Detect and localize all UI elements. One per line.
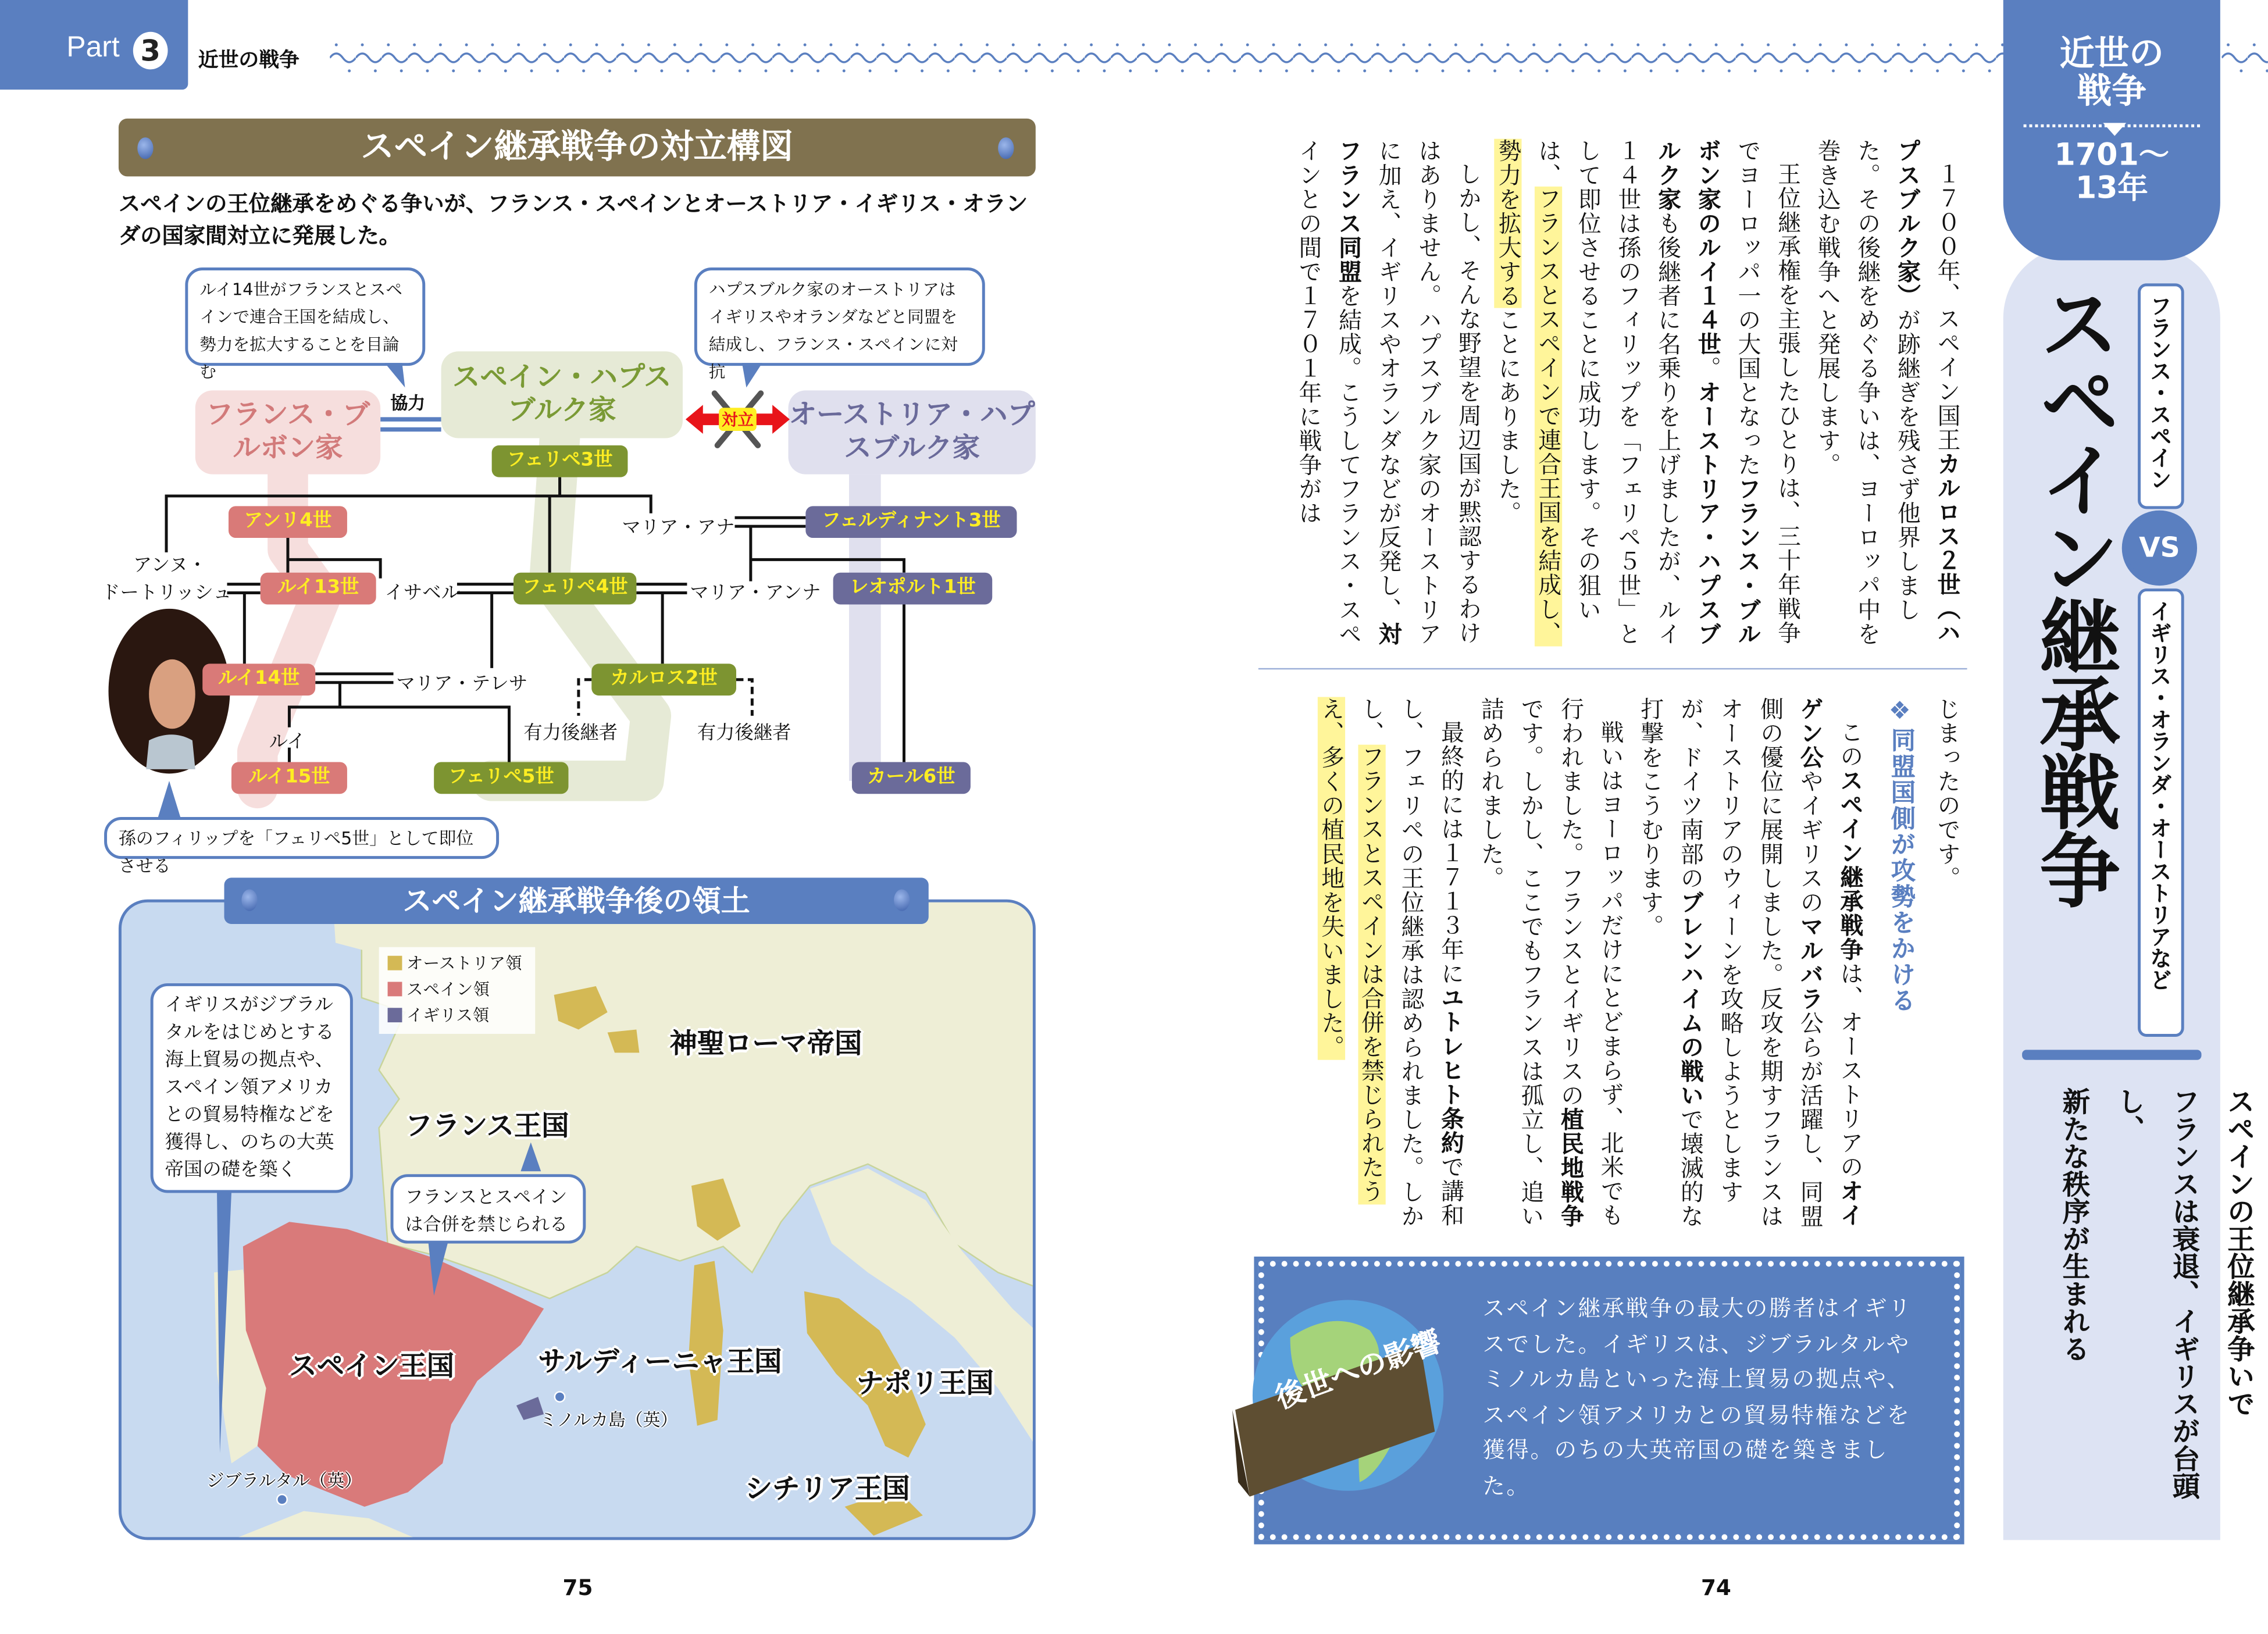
legend-swatch-icon — [388, 956, 402, 971]
section-heading — [1870, 697, 1927, 1229]
section-title: スペイン継承戦争の対立構図 — [361, 129, 794, 166]
body-text-top — [1251, 139, 1967, 648]
legend-item-spain — [388, 976, 527, 1002]
bold-text: ユトレヒト条約 — [1437, 986, 1465, 1155]
map-title: スペイン継承戦争後の領土 — [402, 883, 750, 919]
map-label-naples: ナポリ王国 — [856, 1368, 994, 1400]
text-run: で講和し、フェリペの王位継承は認められました。しかし、 — [1357, 697, 1465, 1229]
map-label-sicily: シチリア王国 — [744, 1473, 910, 1505]
bold-text: 植民地戦争 — [1557, 1107, 1585, 1229]
sidebar-years-2: 13年 — [2075, 170, 2148, 206]
node-felipe4: フェリペ4世 — [513, 573, 636, 605]
text-run: は、オーストリアの — [1836, 961, 1864, 1179]
bold-text: 対フランス同盟 — [1335, 138, 1403, 646]
heir-label-right: 有力後継者 — [697, 723, 791, 745]
text-run: も後継者に名乗りを上げましたが、ルイ１４世は孫のフィリップを「フェリペ５世」として即位させることに成功します。その狙いは、 — [1535, 138, 1682, 646]
node-louis13: ルイ13世 — [261, 573, 376, 605]
down-arrow-icon — [2103, 123, 2126, 135]
sidebar-title: スペイン継承戦争 — [2026, 281, 2121, 907]
legend-swatch-icon — [388, 1008, 402, 1022]
bold-text: マルバラ — [1796, 914, 1824, 1011]
side-b-label: イギリス・オランダ・オーストリアなど — [2147, 600, 2174, 991]
map-label-france: フランス王国 — [405, 1110, 569, 1143]
node-felipe5: フェリペ5世 — [434, 762, 568, 794]
sidebar-summary — [2046, 1087, 2266, 1521]
text-run: が跡継ぎを残さず他界しました。その後継をめぐる争いは、ヨーロッパ中を巻き込む戦争へと発展します。 — [1814, 138, 1922, 646]
chapter-title: 近世の戦争 — [198, 49, 299, 73]
map-label-sardinia: サルディーニャ王国 — [538, 1346, 782, 1378]
person-anne-line1: アンヌ・ — [133, 555, 207, 577]
relation-cooperate: 協力 — [390, 393, 426, 414]
text-run: 。 — [1694, 356, 1722, 381]
summary-line: フランスは衰退、イギリスが台頭し、 — [2113, 1087, 2201, 1500]
node-felipe3: フェリペ3世 — [492, 445, 628, 477]
page-number-left: 75 — [562, 1575, 593, 1601]
callout-austria-alliance: ハプスブルク家のオーストリアはイギリスやオランダなどと同盟を結成し、フランス・スペインに対抗 — [694, 267, 985, 366]
legend-label: イギリス領 — [406, 1005, 490, 1026]
sidebar-era: 近世の戦争 — [2059, 33, 2164, 112]
node-louis15: ルイ15世 — [231, 762, 347, 794]
heir-label-left: 有力後継者 — [523, 723, 618, 745]
text-run: で壊滅的な打撃をこうむります。 — [1637, 697, 1705, 1229]
summary-line: スペインの王位継承争いで — [2223, 1087, 2255, 1417]
house-austria-habsburg: オーストリア・ハプスブルク家 — [789, 390, 1036, 474]
map-label-minorca: ミノルカ島（英） — [539, 1410, 678, 1430]
snowflake-icon: ❖ — [1885, 697, 1914, 727]
paragraph — [1488, 139, 1807, 648]
text-run: を結成。こうしてフランス・スペインとの間で１７０１年に戦争がは — [1295, 138, 1363, 646]
vs-badge: VS — [2126, 515, 2192, 581]
impact-text: スペイン継承戦争の最大の勝者はイギリスでした。イギリスは、ジブラルタルやミノルカ島といった海上貿易の拠点や、スペイン領アメリカとの貿易特権などを獲得。のちの大英帝国の礎を築きました。 — [1482, 1296, 1913, 1499]
callout-philip-enthroned: 孫のフィリップを「フェリペ5世」として即位させる — [104, 817, 499, 859]
dotted-divider — [2024, 124, 2200, 139]
part-label: Part — [66, 31, 120, 64]
text-run: しかし、そんな野望を周辺国が黙認するわけはありません。ハプスブルク家のオーストリアに加え、イギリスやオランダなどが反発し、 — [1375, 138, 1483, 646]
body-paragraphs — [1311, 697, 1870, 1229]
text-run: やイギリスの — [1796, 769, 1824, 915]
person-maria-teresa: マリア・テレサ — [396, 673, 528, 696]
legend-label: オーストリア領 — [406, 952, 522, 973]
page-number-right: 74 — [1700, 1575, 1731, 1601]
text-run: １７００年、スペイン国王 — [1934, 162, 1962, 452]
highlighted-text: フランスとスペインで連合王国を結成し、勢力を拡大する — [1495, 138, 1563, 646]
paragraph — [1631, 697, 1870, 1229]
legend-swatch-icon — [388, 982, 402, 996]
sidebar-years-1: 1701〜 — [2054, 137, 2170, 172]
paragraph — [1289, 139, 1488, 648]
legend-item-britain — [388, 1002, 527, 1028]
callout-britain-gains: イギリスがジブラルタルをはじめとする海上貿易の拠点や、スペイン領アメリカとの貿易特権などを獲得し、のちの大英帝国の礎を築く — [151, 983, 353, 1193]
bold-text: フランス・ブルボン家のルイ１４世 — [1694, 138, 1762, 646]
sidebar-bar — [2022, 1050, 2201, 1059]
relation-oppose: 対立 — [719, 408, 757, 431]
paragraph — [1927, 697, 1967, 1229]
callout-merge-forbidden: フランスとスペインは合併を禁じられる — [391, 1174, 586, 1243]
person-maria-ana: マリア・アナ — [622, 518, 735, 540]
sidebar-era-box — [2003, 0, 2220, 261]
callout-france-ambition: ルイ14世がフランスとスペインで連合王国を結成し、勢力を拡大することを目論む — [185, 267, 425, 366]
text-run: 王位継承権を主張したひとりは、三十年戦争でヨーロッパ一の大国となった — [1734, 138, 1802, 645]
lead-text: スペインの王位継承をめぐる争いが、フランス・スペインとオーストリア・イギリス・オランダの国家間対立に発展した。 — [118, 191, 1028, 249]
node-karl6: カール6世 — [852, 762, 971, 794]
side-b-tag — [2138, 588, 2184, 1037]
legend-label: スペイン領 — [406, 979, 490, 1000]
callout-tail-icon — [385, 363, 414, 389]
map-title-bar — [224, 877, 929, 924]
body-text-bottom — [1251, 697, 1967, 1229]
map-label-spain: スペイン王国 — [289, 1350, 455, 1383]
node-henri4: アンリ4世 — [229, 506, 347, 538]
callout-tail-icon — [158, 781, 184, 820]
impact-badge: 後世への影響 — [1271, 1323, 1446, 1415]
person-isabel: イサベル — [384, 583, 460, 605]
body-divider — [1258, 668, 1967, 669]
rivet-icon — [241, 889, 257, 911]
paragraph — [1311, 697, 1471, 1229]
text-run: じまったのです。 — [1934, 697, 1962, 890]
map-label-gibraltar: ジブラルタル（英） — [206, 1470, 362, 1491]
bold-text: オーストリア・ハプスブルク家 — [1654, 138, 1722, 646]
paragraph — [1807, 139, 1967, 648]
bold-text: ブレンハイムの戦い — [1677, 890, 1705, 1108]
part-number-badge: 3 — [133, 32, 168, 70]
person-louis: ルイ — [269, 732, 306, 754]
text-run: 戦いはヨーロッパだけにとどまらず、北米でも行われました。フランスとイギリスの — [1557, 697, 1625, 1228]
map-legend — [379, 947, 536, 1034]
highlighted-text: フランスとスペインは合併を禁じられたうえ、多くの植民地を失いました。 — [1318, 697, 1385, 1204]
bold-text: スペイン継承戦争 — [1836, 768, 1864, 962]
section-heading-text: 同盟国側が攻勢をかける — [1885, 727, 1914, 1014]
map-label-hre: 神聖ローマ帝国 — [669, 1028, 862, 1060]
text-run: ことにありました。 — [1495, 308, 1522, 526]
text-run: この — [1836, 720, 1864, 769]
text-run: です。しかし、ここでもフランスは孤立し、追い詰められました。 — [1477, 697, 1545, 1229]
house-france-bourbon: フランス・ブルボン家 — [195, 390, 380, 474]
node-carlos2: カルロス2世 — [591, 663, 736, 695]
bold-text: オイゲン公 — [1796, 697, 1864, 1228]
text-run: 最終的には１７１３年に — [1437, 720, 1465, 986]
legend-item-austria — [388, 950, 527, 976]
person-anne-line2: ドートリッシュ — [101, 583, 232, 605]
side-a-tag — [2138, 283, 2184, 509]
bold-text: カルロス２世（ハプスブルク家） — [1893, 138, 1962, 645]
paragraph — [1471, 697, 1631, 1229]
callout-tail-icon — [742, 363, 771, 389]
house-spain-habsburg: スペイン・ハプスブルク家 — [441, 351, 683, 438]
node-louis14: ルイ14世 — [202, 663, 315, 695]
node-ferdinand3: フェルディナント3世 — [805, 506, 1017, 538]
rivet-icon — [894, 889, 910, 911]
person-maria-anna: マリア・アンナ — [690, 583, 821, 605]
summary-line: 新たな秩序が生まれる — [2058, 1087, 2091, 1362]
node-leopold1: レオポルト1世 — [833, 573, 993, 605]
text-run: 公らが活躍し、同盟側の優位に展開しました。反攻を期すフランスはオーストリアのウィーンを攻略しようとしますが、ドイツ南部の — [1677, 697, 1824, 1229]
side-a-label: フランス・スペイン — [2147, 295, 2174, 490]
